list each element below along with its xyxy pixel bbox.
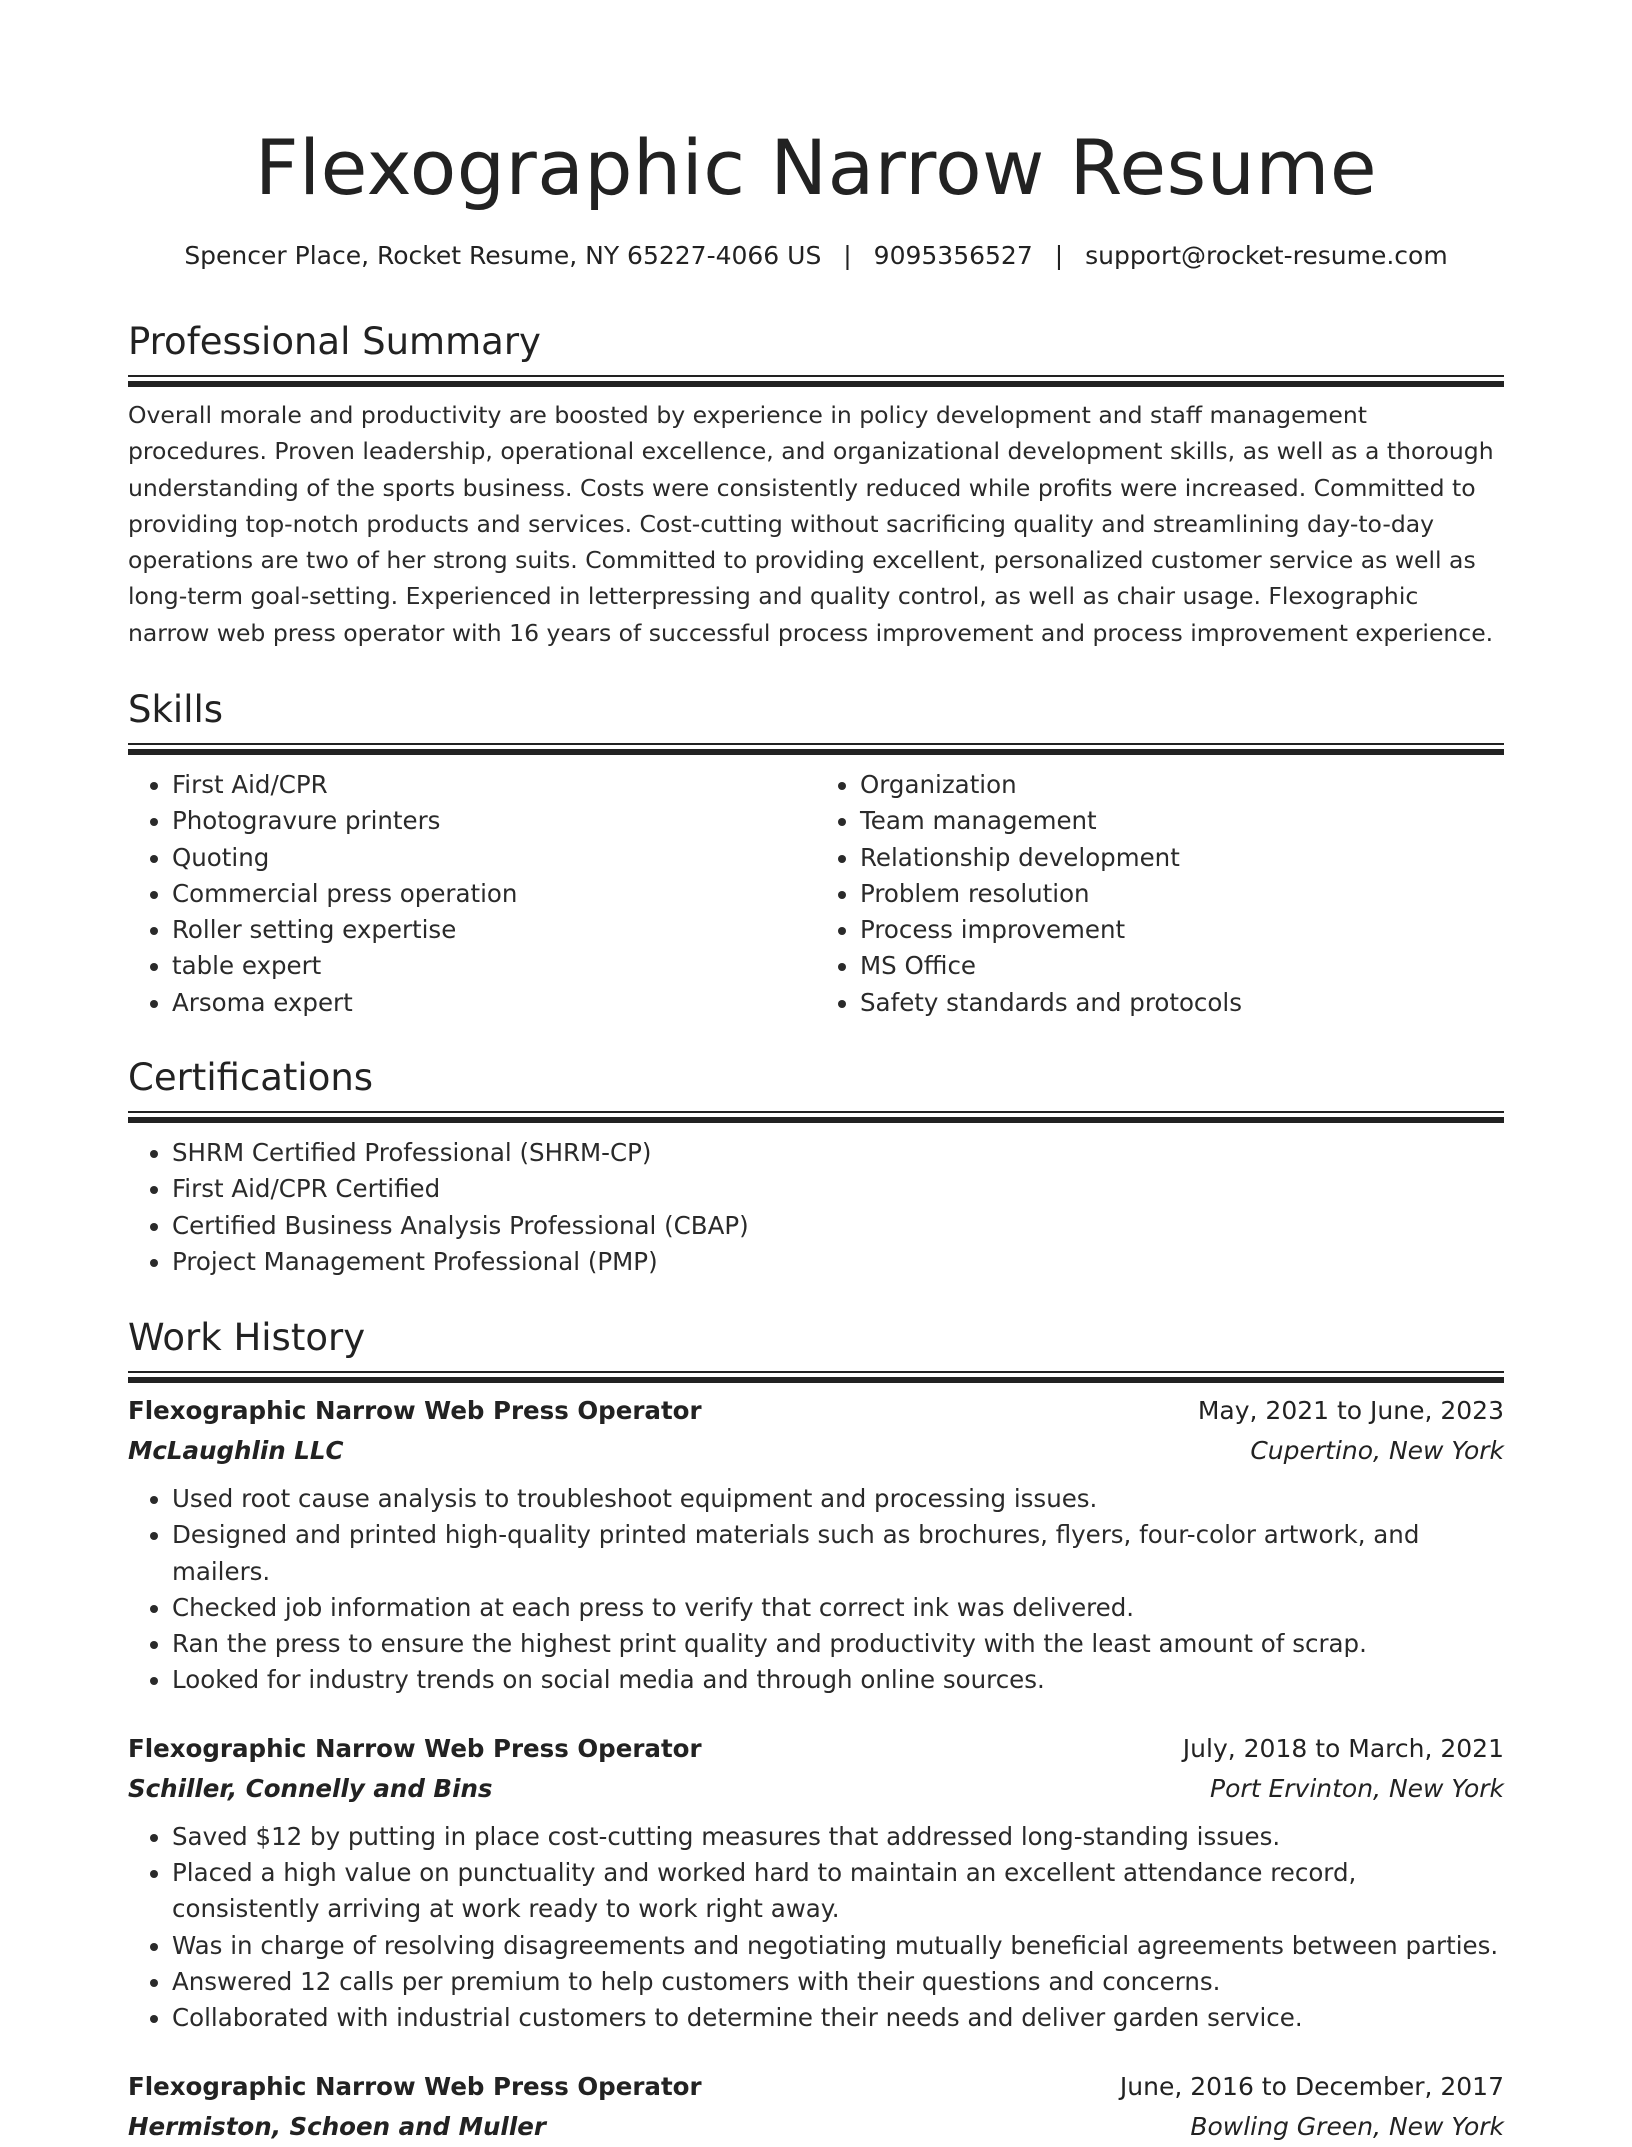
work-history-heading: Work History (128, 1316, 366, 1359)
job-company: McLaughlin LLC (128, 1436, 344, 1465)
skill-item: • Commercial press operation (172, 876, 816, 912)
job-entry (128, 1729, 1504, 2037)
job-location: Cupertino, New York (1250, 1436, 1504, 1465)
job-bullet: • Used root cause analysis to troubleshoot equipment and processing issues. (172, 1481, 1504, 1517)
summary-heading: Professional Summary (128, 320, 541, 363)
job-dates: June, 2016 to December, 2017 (1119, 2071, 1504, 2101)
skill-item: • Arsoma expert (172, 985, 816, 1021)
section-divider (128, 1371, 1504, 1377)
skill-item: • Process improvement (860, 912, 1504, 948)
job-bullet: • Looked for industry trends on social media and through online sources. (172, 1662, 1504, 1698)
skill-item: • MS Office (860, 948, 1504, 984)
job-company: Schiller, Connelly and Bins (128, 1773, 493, 1803)
certifications-list (128, 1135, 1504, 1280)
job-dates: July, 2018 to March, 2021 (1182, 1733, 1504, 1763)
skills-list-left (128, 767, 816, 1021)
job-bullet: • Ran the press to ensure the highest print quality and productivity with the least amount of scrap. (172, 1626, 1504, 1662)
skills-list-right (816, 767, 1504, 1021)
job-location: Port Ervinton, New York (1210, 1773, 1504, 1803)
contact-separator: | (1054, 241, 1064, 270)
certification-item: • SHRM Certified Professional (SHRM-CP) (172, 1135, 1504, 1171)
contact-email: support@rocket-resume.com (1085, 241, 1448, 270)
job-title: Flexographic Narrow Web Press Operator (128, 2071, 702, 2101)
contact-address: Spencer Place, Rocket Resume, NY 65227-4066 US (184, 241, 822, 270)
skills-section (128, 686, 1504, 1021)
job-location: Bowling Green, New York (1190, 2111, 1504, 2141)
job-company: Hermiston, Schoen and Muller (128, 2111, 546, 2141)
skill-item: • Quoting (172, 840, 816, 876)
job-header-row (128, 1729, 1504, 1769)
job-dates: May, 2021 to June, 2023 (1197, 1396, 1504, 1425)
job-bullet: • Answered 12 calls per premium to help customers with their questions and concerns. (172, 1964, 1504, 2000)
job-company-row (128, 1431, 1504, 1471)
certifications-heading: Certifications (128, 1056, 374, 1099)
skill-item: • Team management (860, 803, 1504, 839)
skill-item: • Organization (860, 767, 1504, 803)
skill-item: • table expert (172, 948, 816, 984)
job-bullet: • Collaborated with industrial customers to determine their needs and deliver garden service. (172, 2000, 1504, 2036)
skills-columns (128, 767, 1504, 1021)
job-bullets (128, 1819, 1504, 2037)
job-company-row (128, 2107, 1504, 2147)
skill-item: • Relationship development (860, 840, 1504, 876)
section-divider (128, 743, 1504, 749)
skill-item: • Problem resolution (860, 876, 1504, 912)
contact-line (128, 238, 1504, 274)
job-company-row (128, 1769, 1504, 1809)
job-entry (128, 2067, 1504, 2147)
work-history-section (128, 1314, 1504, 2147)
skill-item: • Roller setting expertise (172, 912, 816, 948)
certifications-section (128, 1054, 1504, 1280)
contact-phone: 9095356527 (873, 241, 1033, 270)
skills-heading: Skills (128, 688, 224, 731)
resume-title: Flexographic Narrow Resume (254, 123, 1378, 212)
job-bullet: • Checked job information at each press to verify that correct ink was delivered. (172, 1590, 1504, 1626)
job-header-row (128, 2067, 1504, 2107)
section-divider (128, 1111, 1504, 1117)
certification-item: • Certified Business Analysis Professional (CBAP) (172, 1208, 1504, 1244)
job-title: Flexographic Narrow Web Press Operator (128, 1733, 702, 1763)
job-bullet: • Placed a high value on punctuality and worked hard to maintain an excellent attendance record, consistently arriving at work ready to work right away. (172, 1855, 1504, 1928)
section-divider (128, 375, 1504, 381)
summary-section (128, 318, 1504, 651)
skill-item: • First Aid/CPR (172, 767, 816, 803)
job-entry (128, 1391, 1504, 1699)
contact-separator: | (843, 241, 852, 270)
certification-item: • First Aid/CPR Certified (172, 1171, 1504, 1207)
job-bullets (128, 1481, 1504, 1699)
summary-text: Overall morale and productivity are boosted by experience in policy development and staff management procedures. Proven leadership, operational excellence, and organizational development skills, as well as a thorough understanding of the sports business. Costs were consistently reduced while profits were increased. Committed to providing top-notch products and services. Cost-cutting without sacrificing quality and streamlining day-to-day operations are two of her strong suits. Committed to providing excellent, personalized customer service as well as long-term goal-setting. Experienced in letterpressing and quality control, as well as chair usage. Flexographic narrow web press operator with 16 years of successful process improvement and process improvement experience. (128, 401, 1494, 647)
skill-item: • Safety standards and protocols (860, 985, 1504, 1021)
certification-item: • Project Management Professional (PMP) (172, 1244, 1504, 1280)
job-bullet: • Was in charge of resolving disagreements and negotiating mutually beneficial agreements between parties. (172, 1928, 1504, 1964)
job-bullet: • Saved $12 by putting in place cost-cutting measures that addressed long-standing issues. (172, 1819, 1504, 1855)
skill-item: • Photogravure printers (172, 803, 816, 839)
job-title: Flexographic Narrow Web Press Operator (128, 1396, 702, 1425)
job-bullet: • Designed and printed high-quality printed materials such as brochures, flyers, four-color artwork, and mailers. (172, 1517, 1504, 1590)
job-header-row (128, 1391, 1504, 1431)
